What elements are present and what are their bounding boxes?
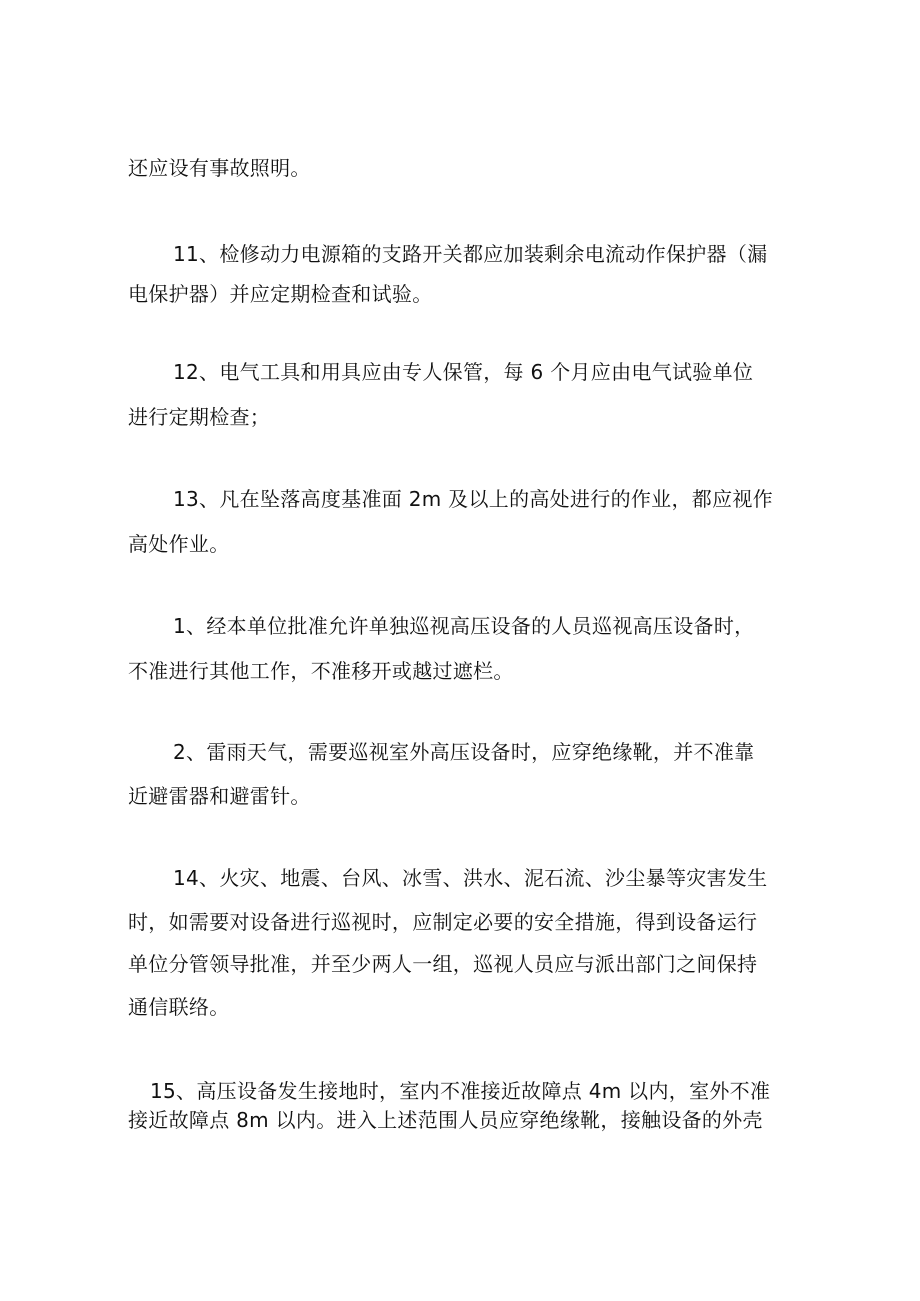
paragraph-line: 时，如需要对设备进行巡视时，应制定必要的安全措施，得到设备运行 xyxy=(128,910,758,934)
paragraph-line: 14、火灾、地震、台风、冰雪、洪水、泥石流、沙尘暴等灾害发生 xyxy=(173,866,768,890)
paragraph-line: 高处作业。 xyxy=(128,532,230,556)
paragraph-line: 进行定期检查； xyxy=(128,405,271,429)
paragraph-line: 13、凡在坠落高度基准面 2m 及以上的高处进行的作业，都应视作 xyxy=(173,487,773,511)
paragraph-line: 电保护器）并应定期检查和试验。 xyxy=(128,282,433,306)
paragraph-line: 单位分管领导批准，并至少两人一组，巡视人员应与派出部门之间保持 xyxy=(128,952,758,976)
paragraph-line: 接近故障点 8m 以内。进入上述范围人员应穿绝缘靴，接触设备的外壳 xyxy=(128,1108,763,1132)
paragraph-line: 12、电气工具和用具应由专人保管，每 6 个月应由电气试验单位 xyxy=(173,360,754,384)
paragraph-line: 还应设有事故照明。 xyxy=(128,156,311,180)
paragraph-line: 近避雷器和避雷针。 xyxy=(128,784,311,808)
paragraph-line: 11、检修动力电源箱的支路开关都应加装剩余电流动作保护器（漏 xyxy=(173,242,768,266)
paragraph-line: 15、高压设备发生接地时，室内不准接近故障点 4m 以内，室外不准 xyxy=(150,1079,771,1103)
paragraph-line: 1、经本单位批准允许单独巡视高压设备的人员巡视高压设备时， xyxy=(173,614,755,638)
paragraph-line: 不准进行其他工作，不准移开或越过遮栏。 xyxy=(128,659,514,683)
paragraph-line: 通信联络。 xyxy=(128,995,230,1019)
paragraph-line: 2、雷雨天气，需要巡视室外高压设备时，应穿绝缘靴，并不准靠 xyxy=(173,740,755,764)
